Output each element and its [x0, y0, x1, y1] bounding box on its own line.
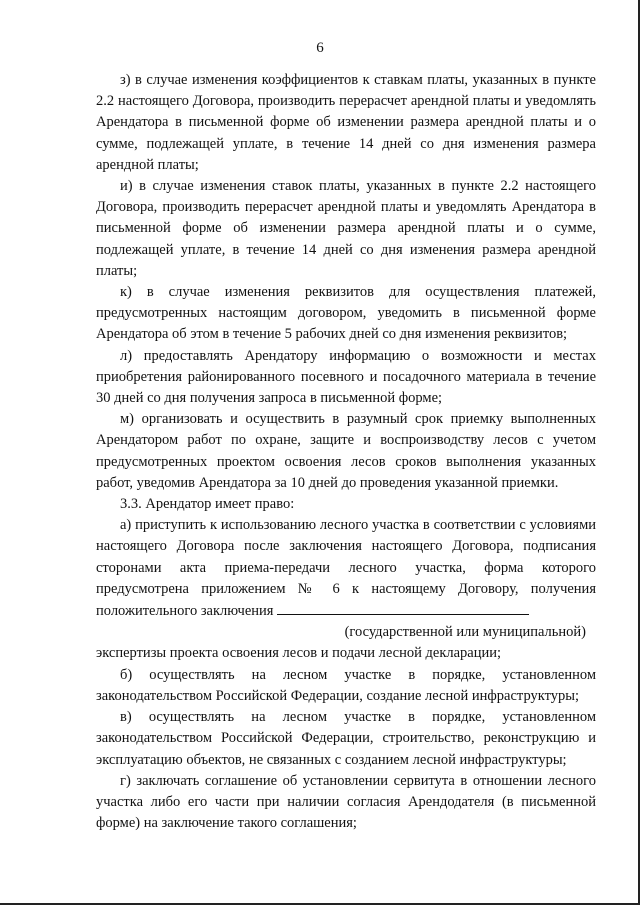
paragraph-g: г) заключать соглашение об установлении сервитута в отношении лесного участка либо его части при наличии согласия Арендодателя (в письменной форме) на заключение такого соглашения; — [96, 772, 596, 832]
paragraph-a-text: а) приступить к использованию лесного участка в соответствии с условиями настоящего Договора после заключения настоящего Договора, подписания сторонами акта приема-передачи лесного участка, форма которого предусмотрена приложением № 6 к настоящему Договору, получения положительного заключения — [96, 517, 596, 620]
paragraph-k: к) в случае изменения реквизитов для осуществления платежей, предусмотренных настоящим договором, уведомить в письменной форме Арендатора об этом в течение 5 рабочих дней со дня изменения реквизитов; — [96, 284, 596, 343]
paragraph-a — [96, 515, 596, 622]
blank-fill-line — [277, 600, 529, 615]
paragraph-m: м) организовать и осуществить в разумный срок приемку выполненных Арендатором работ по охране, защите и воспроизводству лесов с учетом предусмотренных проектом освоения лесов сроков выполнения указанных работ, уведомив Арендатора за 10 дней до проведения указанной приемки. — [96, 411, 596, 491]
paragraph-a-continuation: экспертизы проекта освоения лесов и подачи лесной декларации; — [96, 645, 502, 662]
paragraph-i: и) в случае изменения ставок платы, указанных в пункте 2.2 настоящего Договора, производить перерасчет арендной платы и уведомлять Арендатора в письменной форме об изменении размера арендной платы и о сумме, подлежащей уплате, в течение 14 дней со дня изменения размера арендной платы; — [96, 178, 596, 279]
paragraph-b: б) осуществлять на лесном участке в порядке, установленном законодательством Российской Федерации, создание лесной инфраструктуры; — [96, 666, 596, 704]
paragraph-z: з) в случае изменения коэффициентов к ставкам платы, указанных в пункте 2.2 настоящего Договора, производить перерасчет арендной платы и уведомлять Арендатора в письменной форме об изменении размера арендной платы и о сумме, подлежащей уплате, в течение 14 дней со дня изменения размера арендной платы; — [96, 72, 596, 173]
page-number: 6 — [316, 40, 324, 56]
section-3-3-heading: 3.3. Арендатор имеет право: — [120, 496, 295, 513]
blank-caption: (государственной или муниципальной) — [344, 624, 586, 641]
paragraph-l: л) предоставлять Арендатору информацию о возможности и местах приобретения районированного посевного и посадочного материала в течение 30 дней со дня получения запроса в письменной форме; — [96, 347, 596, 407]
document-body — [96, 70, 596, 834]
paragraph-v: в) осуществлять на лесном участке в порядке, установленном законодательством Российской Федерации, строительство, реконструкцию и эксплуатацию объектов, не связанных с созданием лесной инфраструктуры; — [96, 709, 596, 768]
